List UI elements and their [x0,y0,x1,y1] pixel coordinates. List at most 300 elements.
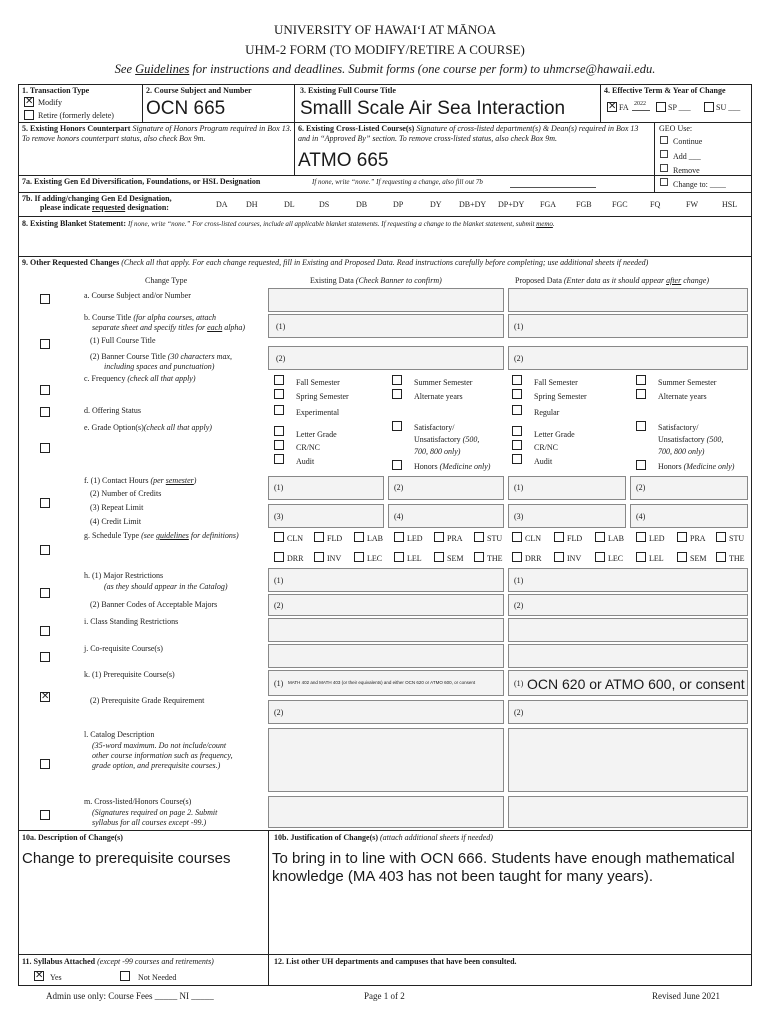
existing-summer-label: Summer Semester [414,378,473,387]
change-m-help-2: syllabus for all courses except -99.) [92,818,207,827]
proposed-spring-label: Spring Semester [534,392,587,401]
existing-spring-checkbox[interactable] [274,389,284,399]
modify-label: Modify [38,98,62,107]
col-proposed [515,276,709,285]
existing-sched-inv: INV [327,554,342,563]
proposed-sched-fld: FLD [567,534,583,543]
existing-sched-pra-checkbox[interactable] [434,532,444,542]
justification-input-line2[interactable]: knowledge (MA 403 has not been taught for many years). [272,868,654,885]
existing-f1-num: (1) [274,483,284,492]
su-checkbox[interactable] [704,102,714,112]
existing-sched-lab: LAB [367,534,383,543]
existing-i-field[interactable] [268,618,504,642]
col-existing-help: (Check Banner to confirm) [355,276,442,285]
gen-ed-code-da[interactable]: DA [216,200,228,209]
fa-year[interactable]: 2022 [634,101,646,107]
change-e-label [84,423,212,432]
existing-h1-field[interactable] [268,568,504,592]
change-l-checkbox[interactable] [40,759,50,769]
proposed-h2-field[interactable] [508,594,748,616]
change-b-label [84,313,216,322]
geo-add-label: Add ___ [673,152,701,161]
proposed-fall-checkbox[interactable] [512,375,522,385]
justification-input-line1[interactable]: To bring in to line with OCN 666. Students have enough mathematical [272,850,735,867]
existing-sched-lel: LEL [407,554,422,563]
existing-audit-label: Audit [296,457,315,466]
proposed-crnc-checkbox[interactable] [512,440,522,450]
change-b2-help-2: including spaces and punctuation) [104,362,215,371]
change-f1-title: f. (1) Contact Hours [84,476,149,485]
col-proposed-help-pre: (Enter data as it should appear [563,276,667,285]
existing-sched-lec-checkbox[interactable] [354,552,364,562]
existing-sched-cln: CLN [287,534,303,543]
gen-ed-existing-label: 7a. Existing Gen Ed Diversification, Foundations, or HSL Designation [22,177,261,186]
sp-checkbox[interactable] [656,102,666,112]
existing-f2-field[interactable] [388,476,504,500]
proposed-letter-checkbox[interactable] [512,426,522,436]
existing-unsat-text: Unsatisfactory [414,435,461,444]
existing-sched-lab-checkbox[interactable] [354,532,364,542]
proposed-unsat-text: Unsatisfactory [658,435,705,444]
proposed-alternate-label: Alternate years [658,392,707,401]
geo-change-label: Change to: ____ [673,180,726,189]
geo-continue-checkbox[interactable] [660,136,668,144]
change-e-title: e. Grade Option(s) [84,423,144,432]
existing-sched-the-checkbox[interactable] [474,552,484,562]
proposed-f1-field[interactable] [508,476,626,500]
rule [18,216,752,217]
change-g-help-post: for definitions) [188,531,239,540]
change-a-label: a. Course Subject and/or Number [84,291,191,300]
existing-f4-num: (4) [394,512,404,521]
proposed-f3-field[interactable] [508,504,626,528]
proposed-sched-led: LED [649,534,665,543]
gen-ed-code-fgb[interactable]: FGB [576,200,592,209]
gen-ed-code-dy[interactable]: DY [430,200,442,209]
blanket-help-pre: If none, write “none.” For cross-listed courses, include all applicable blanket statements. If requesting a change to the blanket statement, submit [128,220,537,228]
geo-add-checkbox[interactable] [660,150,668,158]
proposed-h1-field[interactable] [508,568,748,592]
cross-listed-label-text: 6. Existing Cross-Listed Course(s) [298,124,415,133]
university-title: UNIVERSITY OF HAWAIʻI AT MĀNOA [273,22,497,37]
col-proposed-help-ul: after [666,276,682,285]
proposed-honors-label [658,462,734,471]
effective-term-label: 4. Effective Term & Year of Change [604,86,726,95]
description-label: 10a. Description of Change(s) [22,833,123,842]
geo-remove-checkbox[interactable] [660,164,668,172]
proposed-sched-pra: PRA [690,534,706,543]
change-e-checkbox[interactable] [40,443,50,453]
existing-crnc-label: CR/NC [296,443,321,452]
change-b-help-2 [92,323,245,332]
gen-ed-code-dl[interactable]: DL [284,200,295,209]
change-b-help: (for alpha courses, attach [133,313,217,322]
revised-date: Revised June 2021 [652,991,720,1001]
proposed-honors-text: Honors [658,462,682,471]
change-g-help-ul: guidelines [155,531,189,540]
full-title-label: 3. Existing Full Course Title [300,86,396,95]
retire-checkbox[interactable] [24,110,34,120]
honors-counterpart-label [22,124,292,144]
fa-checkbox[interactable]: ✕ [608,101,617,112]
rule [18,256,752,257]
gen-ed-existing-input[interactable] [510,187,596,188]
proposed-satisfactory-checkbox[interactable] [636,421,646,431]
syllabus-not-needed-label: Not Needed [138,973,177,982]
existing-summer-checkbox[interactable] [392,375,402,385]
change-b-help-2-post: alpha) [222,323,246,332]
syllabus-not-needed-checkbox[interactable] [120,971,130,981]
existing-l-field[interactable] [268,728,504,792]
existing-sched-the: THE [487,554,503,563]
change-b-title: b. Course Title [84,313,132,322]
proposed-audit-checkbox[interactable] [512,454,522,464]
existing-k2-num: (2) [274,708,284,717]
existing-experimental-checkbox[interactable] [274,405,284,415]
proposed-k2-field[interactable] [508,700,748,724]
change-b-help-2-pre: separate sheet and specify titles for [92,323,208,332]
gen-ed-code-dbdy[interactable]: DB+DY [459,200,487,209]
existing-crnc-checkbox[interactable] [274,440,284,450]
rule [18,175,752,176]
rule [294,84,295,175]
geo-continue-label: Continue [673,137,703,146]
change-f1-help-post: ) [193,476,197,485]
proposed-sched-lel-checkbox[interactable] [636,552,646,562]
change-m-label: m. Cross-listed/Honors Course(s) [84,797,192,806]
change-e-help: (check all that apply) [143,423,212,432]
instructions-mid: for instructions and deadlines. [189,62,346,76]
existing-satisfactory-checkbox[interactable] [392,421,402,431]
proposed-sched-the: THE [729,554,745,563]
existing-f3-field[interactable] [268,504,384,528]
proposed-honors-checkbox[interactable] [636,460,646,470]
change-b2-title: (2) Banner Course Title [90,352,166,361]
blanket-help-post: . [552,220,555,228]
proposed-f2-field[interactable] [630,476,748,500]
gen-ed-code-fq[interactable]: FQ [650,200,661,209]
existing-b2-field[interactable] [268,346,504,370]
gen-ed-code-dh[interactable]: DH [246,200,258,209]
col-existing [310,276,442,285]
existing-honors-help: (Medicine only) [439,462,491,471]
change-l-help-3: grade option, and prerequisite courses.) [92,761,221,770]
change-f1-label [84,476,196,485]
existing-f4-field[interactable] [388,504,504,528]
existing-satisfactory-label: Satisfactory/ [414,423,455,432]
existing-sched-led-checkbox[interactable] [394,532,404,542]
proposed-satisfactory-label: Satisfactory/ [658,423,699,432]
change-b-checkbox[interactable] [40,339,50,349]
proposed-sched-drr-checkbox[interactable] [512,552,522,562]
change-j-checkbox[interactable] [40,652,50,662]
proposed-summer-label: Summer Semester [658,378,717,387]
gen-ed-code-ds[interactable]: DS [319,200,330,209]
change-f2-label: (2) Number of Credits [90,489,162,498]
proposed-sched-the-checkbox[interactable] [716,552,726,562]
rule [18,954,752,955]
syllabus-label [22,957,214,966]
existing-sched-lel-checkbox[interactable] [394,552,404,562]
change-h1-label: h. (1) Major Restrictions [84,571,164,580]
proposed-unsat-help: (500, [706,435,724,444]
proposed-summer-checkbox[interactable] [636,375,646,385]
change-g-help-pre: (see [141,531,156,540]
proposed-i-field[interactable] [508,618,748,642]
rule [654,122,655,192]
description-input[interactable]: Change to prerequisite courses [22,850,231,867]
syllabus-yes-label: Yes [50,973,62,982]
change-b1-label: (1) Full Course Title [90,336,156,345]
proposed-sched-cln-checkbox[interactable] [512,532,522,542]
course-subject-label: 2. Course Subject and Number [146,86,252,95]
proposed-j-field[interactable] [508,644,748,668]
geo-remove-label: Remove [673,166,700,175]
proposed-sched-stu-checkbox[interactable] [716,532,726,542]
existing-sched-drr-checkbox[interactable] [274,552,284,562]
other-changes-help: (Check all that apply. For each change requested, fill in Existing and Proposed Data. Read instructions carefully before completing; use additional sheets if needed) [121,258,649,267]
rule [268,830,269,986]
change-c-help: (check all that apply) [127,374,196,383]
proposed-sched-inv: INV [567,554,582,563]
gen-ed-request-label-2 [40,203,169,212]
change-f4-label: (4) Credit Limit [90,517,142,526]
geo-change-checkbox[interactable] [660,178,668,186]
proposed-f2-num: (2) [636,483,646,492]
proposed-unsat-help-2: 700, 800 only) [658,447,705,456]
proposed-unsat-label [658,435,723,444]
change-b-help-2-ul: each [207,323,223,332]
change-k-checkbox[interactable]: ✕ [41,691,50,702]
full-title-input[interactable]: Smalll Scale Air Sea Interaction [300,98,566,119]
fa-year-line [632,110,650,111]
gen-ed-code-fga[interactable]: FGA [540,200,557,209]
existing-sched-fld: FLD [327,534,343,543]
change-m-checkbox[interactable] [40,810,50,820]
proposed-b2-field[interactable] [508,346,748,370]
proposed-m-field[interactable] [508,796,748,828]
proposed-h1-num: (1) [514,576,524,585]
change-l-help-1: (35-word maximum. Do not include/count [92,741,227,750]
proposed-f4-field[interactable] [630,504,748,528]
col-proposed-help-post: change) [681,276,709,285]
proposed-honors-help: (Medicine only) [683,462,735,471]
guidelines-link[interactable]: Guidelines [135,62,190,76]
change-i-checkbox[interactable] [40,626,50,636]
proposed-sched-drr: DRR [525,554,542,563]
justification-label-text: 10b. Justification of Change(s) [274,833,379,842]
existing-h2-field[interactable] [268,594,504,616]
existing-h2-num: (2) [274,601,284,610]
change-g-title: g. Schedule Type [84,531,140,540]
existing-sched-led: LED [407,534,423,543]
proposed-fall-label: Fall Semester [534,378,578,387]
change-m-help-1: (Signatures required on page 2. Submit [92,808,218,817]
existing-k2-field[interactable] [268,700,504,724]
change-a-checkbox[interactable] [40,294,50,304]
rule [18,192,752,193]
existing-f3-num: (3) [274,512,284,521]
change-h2-label: (2) Banner Codes of Acceptable Majors [90,600,218,609]
existing-j-field[interactable] [268,644,504,668]
proposed-sched-led-checkbox[interactable] [636,532,646,542]
instructions-post: Submit forms (one course per form) to uhmcrse@hawaii.edu. [345,62,656,76]
proposed-f4-num: (4) [636,512,646,521]
modify-checkbox[interactable]: ✕ [25,96,34,107]
justification-help: (attach additional sheets if needed) [380,833,493,842]
existing-unsat-label [414,435,479,444]
cross-listed-help: Signature of cross-listed department(s) & Dean(s) required in Box 13 and in “Approved By” section. To remove cross-listed status, also check Box 9m. [298,124,639,143]
existing-letter-label: Letter Grade [296,430,337,439]
change-f-checkbox[interactable] [40,498,50,508]
change-j-label: j. Co-requisite Course(s) [84,644,163,653]
existing-k1-value[interactable]: MATH 402 and MATH 403 (or their equivalents) and either OCN 620 or ATMO 600, or consent [288,680,476,685]
admin-use: Admin use only: Course Fees _____ NI _____ [46,991,214,1001]
existing-h1-num: (1) [274,576,284,585]
existing-f1-field[interactable] [268,476,384,500]
syllabus-label-text: 11. Syllabus Attached [22,957,96,966]
gen-ed-existing-help: If none, write “none.” If requesting a change, also fill out 7b [312,178,483,186]
gen-ed-code-dp[interactable]: DP [393,200,404,209]
blanket-label-text: 8. Existing Blanket Statement: [22,219,126,228]
existing-sched-stu: STU [487,534,503,543]
change-d-label: d. Offering Status [84,406,141,415]
change-h-checkbox[interactable] [40,588,50,598]
honors-label-text: 5. Existing Honors Counterpart [22,124,131,133]
change-k1-label: k. (1) Prerequisite Course(s) [84,670,175,679]
proposed-letter-label: Letter Grade [534,430,575,439]
justification-label [274,833,493,842]
gen-ed-code-hsl[interactable]: HSL [722,200,738,209]
existing-unsat-help-2: 700, 800 only) [414,447,461,456]
proposed-l-field[interactable] [508,728,748,792]
existing-k1-num: (1) [274,679,284,688]
change-c-label [84,374,196,383]
existing-sched-sem-checkbox[interactable] [434,552,444,562]
cross-listed-input[interactable]: ATMO 665 [298,150,389,171]
gen-ed-code-fw[interactable]: FW [686,200,698,209]
existing-sched-drr: DRR [287,554,304,563]
blanket-statement-label [22,219,555,228]
existing-m-field[interactable] [268,796,504,828]
proposed-sched-inv-checkbox[interactable] [554,552,564,562]
existing-alternate-label: Alternate years [414,392,463,401]
geo-use-label: GEO Use: [659,124,693,133]
change-f1-help-pre: (per [150,476,166,485]
existing-alternate-checkbox[interactable] [392,389,402,399]
proposed-sched-lel: LEL [649,554,664,563]
proposed-regular-checkbox[interactable] [512,405,522,415]
proposed-f1-num: (1) [514,483,524,492]
proposed-a-field[interactable] [508,288,748,312]
page-number: Page 1 of 2 [364,991,405,1001]
proposed-sched-stu: STU [729,534,745,543]
proposed-k1-value[interactable]: OCN 620 or ATMO 600, or consent [527,676,745,692]
existing-sched-lec: LEC [367,554,383,563]
syllabus-yes-checkbox[interactable]: ✕ [35,970,44,981]
proposed-b1-field[interactable] [508,314,748,338]
proposed-b1-num: (1) [514,322,524,331]
proposed-sched-lab: LAB [608,534,624,543]
change-l-help-2: other course information such as frequency, [92,751,233,760]
fa-label: FA [619,103,629,112]
existing-honors-checkbox[interactable] [392,460,402,470]
su-label: SU ___ [716,103,741,112]
change-l-label: l. Catalog Description [84,730,155,739]
course-subject-input[interactable]: OCN 665 [146,98,226,119]
change-b2-label [90,352,232,361]
existing-sched-sem: SEM [447,554,464,563]
change-k2-label: (2) Prerequisite Grade Requirement [90,696,205,705]
change-d-checkbox[interactable] [40,407,50,417]
consulted-label: 12. List other UH departments and campuses that have been consulted. [274,957,517,966]
instructions-pre: See [114,62,136,76]
rule [600,84,601,122]
change-c-title: c. Frequency [84,374,126,383]
memo-link[interactable]: memo [536,220,553,228]
proposed-spring-checkbox[interactable] [512,389,522,399]
change-g-label [84,531,239,540]
proposed-audit-label: Audit [534,457,553,466]
syllabus-help: (except -99 courses and retirements) [97,957,214,966]
proposed-k1-num: (1) [514,679,524,688]
sp-label: SP ___ [668,103,691,112]
proposed-sched-fld-checkbox[interactable] [554,532,564,542]
existing-sched-inv-checkbox[interactable] [314,552,324,562]
retire-label: Retire (formerly delete) [38,111,114,120]
proposed-sched-pra-checkbox[interactable] [677,532,687,542]
rule [18,830,752,831]
existing-sched-stu-checkbox[interactable] [474,532,484,542]
existing-fall-checkbox[interactable] [274,375,284,385]
form-instructions [0,62,770,77]
proposed-sched-lec-checkbox[interactable] [595,552,605,562]
existing-fall-label: Fall Semester [296,378,340,387]
other-changes-label-text: 9. Other Requested Changes [22,258,120,267]
existing-honors-text: Honors [414,462,438,471]
change-g-checkbox[interactable] [40,545,50,555]
proposed-alternate-checkbox[interactable] [636,389,646,399]
gen-ed-code-dpdy[interactable]: DP+DY [498,200,525,209]
existing-audit-checkbox[interactable] [274,454,284,464]
existing-experimental-label: Experimental [296,408,340,417]
existing-sched-fld-checkbox[interactable] [314,532,324,542]
proposed-b2-num: (2) [514,354,524,363]
existing-a-field[interactable] [268,288,504,312]
change-c-checkbox[interactable] [40,385,50,395]
gen-ed-request-ul: requested [92,203,126,212]
existing-f2-num: (2) [394,483,404,492]
change-i-label: i. Class Standing Restrictions [84,617,179,626]
existing-b1-field[interactable] [268,314,504,338]
proposed-sched-sem-checkbox[interactable] [677,552,687,562]
col-proposed-text: Proposed Data [515,276,562,285]
change-f1-help-ul: semester [165,476,194,485]
existing-sched-cln-checkbox[interactable] [274,532,284,542]
gen-ed-request-post: designation: [125,203,169,212]
other-changes-label [22,258,648,267]
existing-b2-num: (2) [276,354,286,363]
proposed-h2-num: (2) [514,601,524,610]
proposed-f3-num: (3) [514,512,524,521]
existing-sched-pra: PRA [447,534,463,543]
gen-ed-code-fgc[interactable]: FGC [612,200,628,209]
existing-letter-checkbox[interactable] [274,426,284,436]
gen-ed-code-db[interactable]: DB [356,200,368,209]
existing-honors-label [414,462,490,471]
proposed-sched-lab-checkbox[interactable] [595,532,605,542]
col-existing-text: Existing Data [310,276,354,285]
